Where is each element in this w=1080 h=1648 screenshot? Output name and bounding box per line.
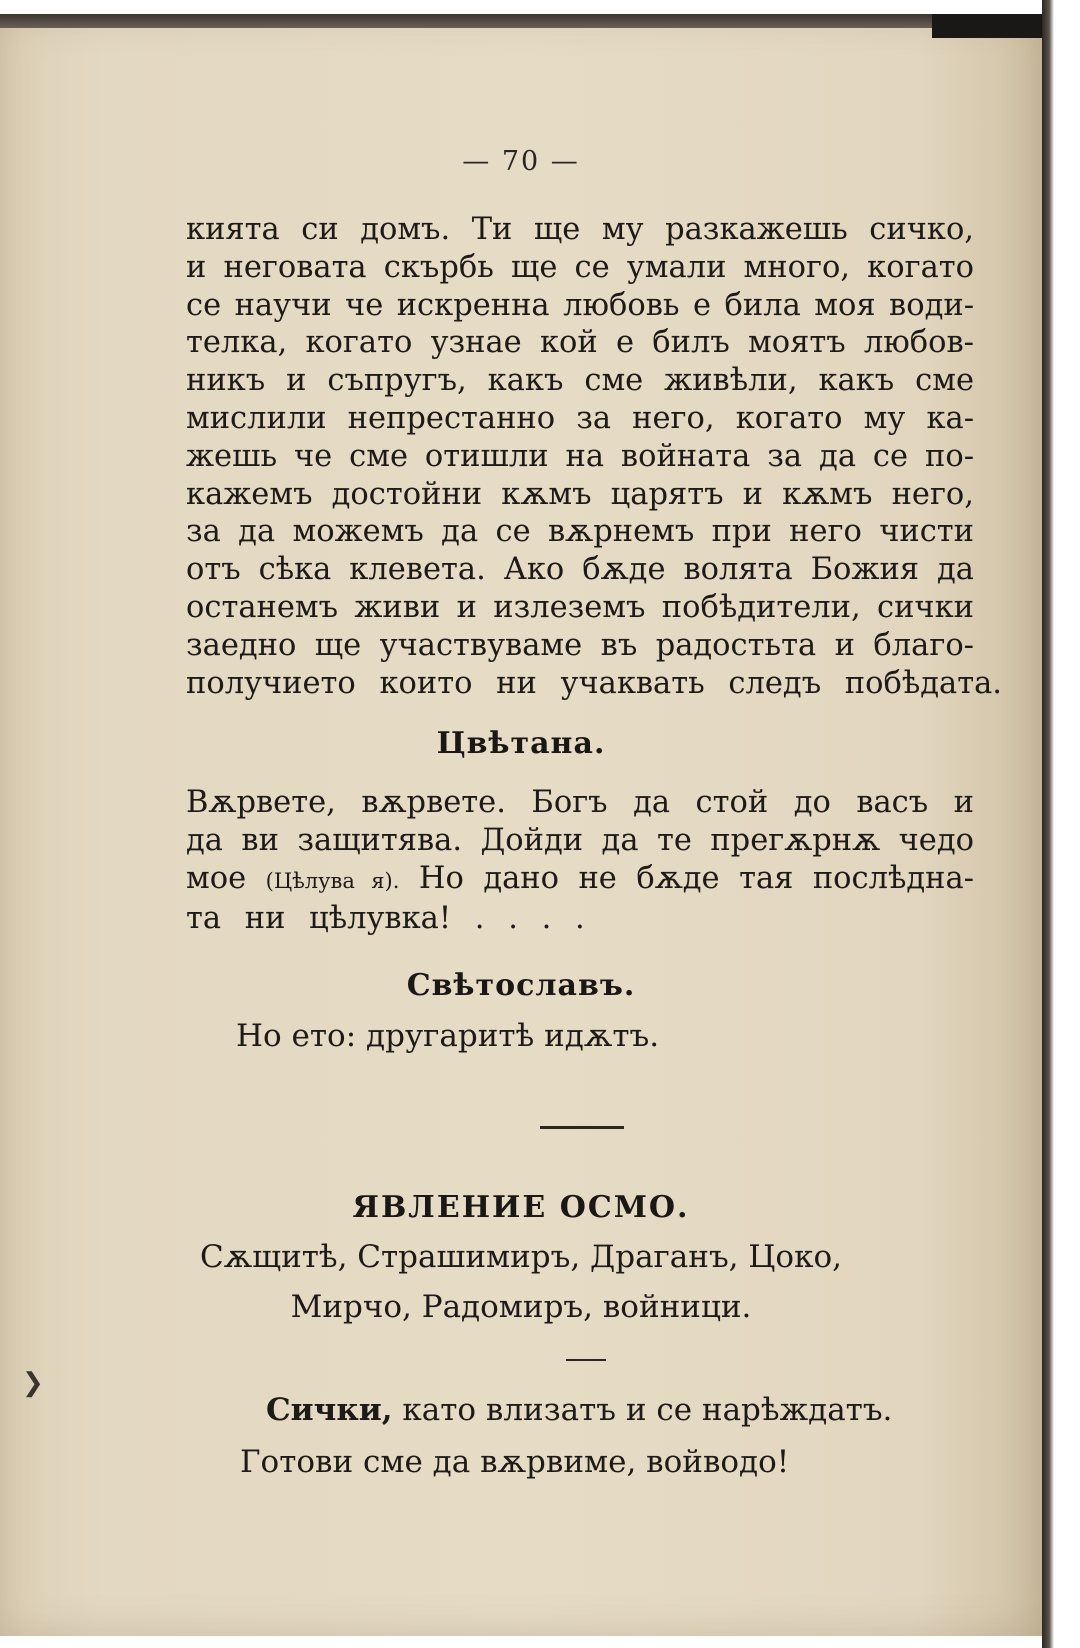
top-right-corner-shadow (932, 14, 1042, 38)
text-line: Вѫрвете, вѫрвете. Богъ да стой до васъ и (186, 785, 974, 820)
text-line: кажемъ достойни кѫмъ царятъ и кѫмъ него, (186, 476, 974, 512)
text-line: никъ и съпругъ, какъ сме живѣли, какъ сме (186, 363, 974, 399)
paragraph-1 (186, 211, 1002, 702)
stage-direction: като влизатъ и се нарѣждатъ. (402, 1392, 893, 1428)
text-line: и неговата скърбь ще се умали много, когато (186, 249, 974, 285)
book-page (0, 14, 1042, 1636)
text-line: мислили непрестанно за него, когато му ка- (186, 400, 974, 436)
stage-direction: (Цѣлува я). (265, 868, 400, 893)
text-line: отъ сѣка клевета. Ако бѫде волята Божия да (186, 552, 974, 588)
speaker-svetoslav: Свѣтославъ. (406, 968, 636, 1003)
text-segment: мое (186, 860, 247, 896)
text-line: заедно ще участвуваме въ радостьта и благо- (186, 627, 974, 663)
text-line: телка, когато узнае кой е билъ моятъ любов- (186, 325, 974, 361)
section-divider (540, 1126, 624, 1129)
cast-line-1: Сѫщитѣ, Страшимиръ, Драганъ, Цоко, (200, 1239, 842, 1275)
book-spine-edge (1042, 0, 1054, 1648)
text-line: кията си домъ. Ти ще му разкажешь сичко, (186, 212, 974, 247)
speaker-sichki: Сички, (266, 1392, 393, 1428)
sichki-line (266, 1392, 966, 1428)
svetoslav-line: Но ето: другаритѣ идѫтъ. (236, 1018, 660, 1054)
text-line: жешь че сме отишли на войната за да се по- (186, 438, 974, 474)
text-line: за да можемъ да се вѫрнемъ при него чисти (186, 514, 974, 550)
text-line (186, 860, 974, 901)
text-line: да ви защитява. Дойди да те прегѫрнѫ чедо (186, 822, 974, 858)
speaker-tsvetana: Цвѣтана. (436, 726, 606, 761)
text-line: получието които ни учаквать следъ побѣдата. (186, 665, 1002, 701)
page-number: — 70 — (462, 146, 580, 177)
top-edge-shadow (0, 14, 1042, 28)
short-divider (566, 1359, 606, 1361)
text-line: та ни цѣлувка! . . . . (186, 901, 585, 937)
margin-marker-icon: ❯ (22, 1368, 44, 1398)
text-segment: Но дано не бѫде тая послѣдна- (418, 860, 974, 896)
text-line: се научи че искренна любовь е била моя води- (186, 287, 974, 323)
scene-title: ЯВЛЕНИЕ ОСМО. (352, 1190, 690, 1225)
final-line: Готови сме да вѫрвиме, войводо! (240, 1444, 790, 1480)
text-line: останемъ живи и излеземъ побѣдители, сички (186, 589, 974, 625)
paragraph-2 (186, 784, 974, 938)
cast-line-2: Мирчо, Радомиръ, войници. (290, 1289, 752, 1325)
